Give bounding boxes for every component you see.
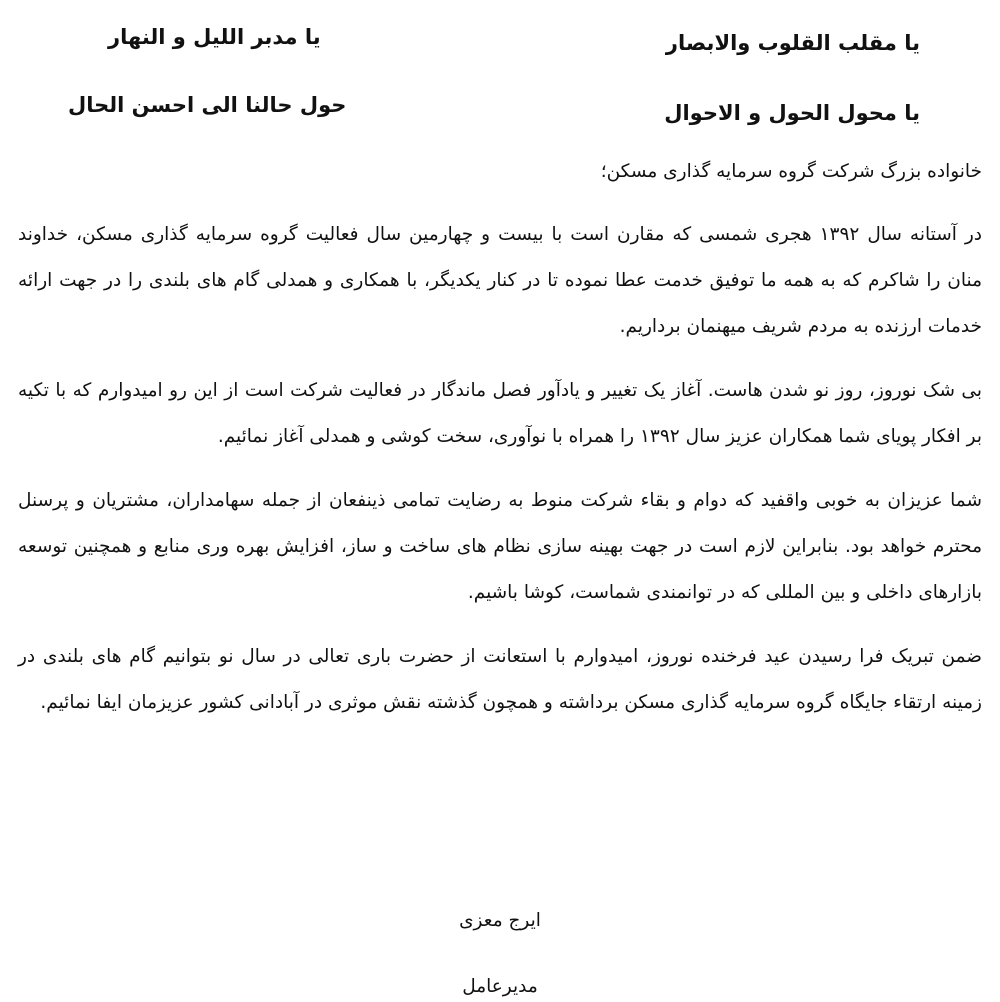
invocation-right-1: یا مقلب القلوب والابصار [665,31,920,55]
invocations-header [0,0,1000,140]
letter-paragraph-3: شما عزیزان به خوبی واقفید که دوام و بقاء شرکت منوط به رضایت تمامی ذینفعان از جمله سهامداران، مشتریان و پرسنل محترم خواهد بود. بنابراین لازم است در جهت بهینه سازی نظام های ساخت و ساز، افزایش بهره وری منابع و همچنین توسعه بازارهای داخلی و بین المللی که در توانمندی شماست، کوشا باشیم. [18,490,982,603]
signature-name: ایرج معزی [459,910,541,931]
letter-paragraph-1: در آستانه سال ۱۳۹۲ هجری شمسی که مقارن است با بیست و چهارمین سال فعالیت گروه سرمایه گذاری مسکن، خداوند منان را شاکرم که به همه ما توفیق خدمت عطا نموده تا در کنار یکدیگر، با همکاری و همدلی گام های بلندی را در جهت ارائه خدمات ارزنده به مردم شریف میهنمان برداریم. [18,224,982,337]
invocation-right-2: یا محول الحول و الاحوال [664,101,920,125]
letter-greeting: خانواده بزرگ شرکت گروه سرمایه گذاری مسکن؛ [600,161,982,182]
letter-paragraph-2: بی شک نوروز، روز نو شدن هاست. آغاز یک تغییر و یادآور فصل ماندگار در فعالیت شرکت است از این رو امیدوارم که با تکیه بر افکار پویای شما همکاران عزیز سال ۱۳۹۲ را همراه با نوآوری، سخت کوشی و همدلی آغاز نمائیم. [18,380,982,447]
invocation-left-2: حول حالنا الی احسن الحال [68,93,347,117]
invocation-left-1: یا مدبر اللیل و النهار [108,25,321,49]
signature-title: مدیرعامل [462,976,538,997]
letter-body [18,150,982,744]
letter-paragraph-4: ضمن تبریک فرا رسیدن عید فرخنده نوروز، امیدوارم با استعانت از حضرت باری تعالی در سال نو بتوانیم گام های بلندی در زمینه ارتقاء جایگاه گروه سرمایه گذاری مسکن برداشته و همچون گذشته نقش موثری در آبادانی کشور عزیزمان ایفا نمائیم. [18,646,982,713]
